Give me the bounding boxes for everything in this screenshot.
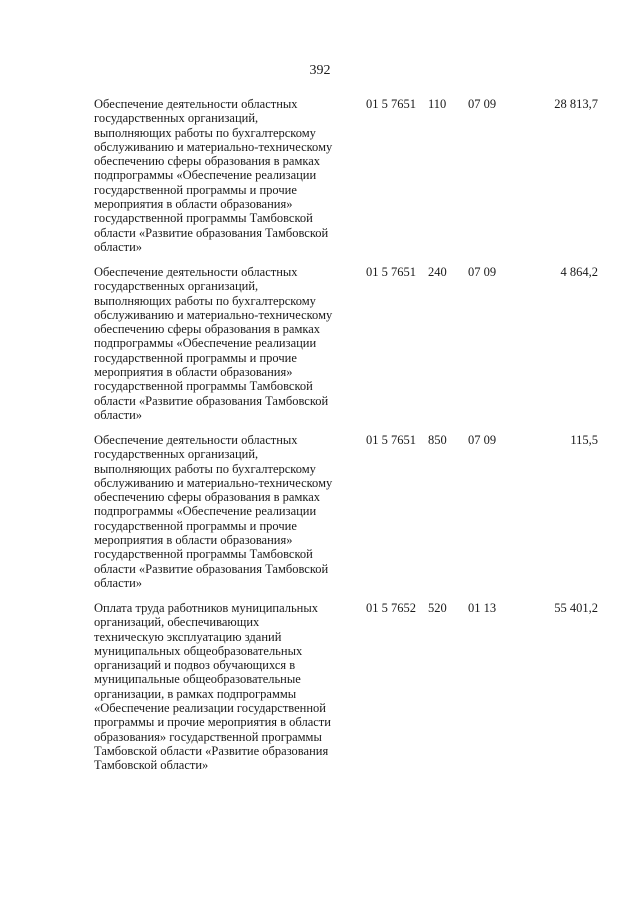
row-amount: 55 401,2 bbox=[554, 601, 598, 615]
row-description: Обеспечение деятельности областных государственных организаций, выполняющих работы по бухгалтерскому обслуживанию и материально-техническому обеспечению сферы образования в рамках подпрограммы «Обеспечение реализации государственной программы и прочие мероприятия в области образования» государственной программы Тамбовской области «Развитие образования Тамбовской области» bbox=[94, 265, 333, 422]
row-expense-type: 520 bbox=[428, 601, 447, 615]
row-description: Обеспечение деятельности областных государственных организаций, выполняющих работы по бухгалтерскому обслуживанию и материально-техническому обеспечению сферы образования в рамках подпрограммы «Обеспечение реализации государственной программы и прочие мероприятия в области образования» государственной программы Тамбовской области «Развитие образования Тамбовской области» bbox=[94, 433, 333, 590]
page-number: 392 bbox=[309, 63, 331, 78]
row-target-code: 01 5 7651 bbox=[366, 433, 416, 447]
row-expense-type: 240 bbox=[428, 265, 447, 279]
row-target-code: 01 5 7651 bbox=[366, 265, 416, 279]
row-description: Обеспечение деятельности областных государственных организаций, выполняющих работы по бухгалтерскому обслуживанию и материально-техническому обеспечению сферы образования в рамках подпрограммы «Обеспечение реализации государственной программы и прочие мероприятия в области образования» государственной программы Тамбовской области «Развитие образования Тамбовской области» bbox=[94, 97, 333, 254]
row-target-code: 01 5 7651 bbox=[366, 97, 416, 111]
row-amount: 4 864,2 bbox=[560, 265, 598, 279]
row-amount: 115,5 bbox=[570, 433, 598, 447]
row-amount: 28 813,7 bbox=[554, 97, 598, 111]
row-expense-type: 110 bbox=[428, 97, 447, 111]
row-section-code: 07 09 bbox=[468, 97, 497, 111]
row-section-code: 01 13 bbox=[468, 601, 497, 615]
row-expense-type: 850 bbox=[428, 433, 447, 447]
row-target-code: 01 5 7652 bbox=[366, 601, 416, 615]
row-description: Оплата труда работников муниципальных организаций, обеспечивающих техническую эксплуатацию зданий муниципальных общеобразовательных организаций и подвоз обучающихся в муниципальные общеобразовательные организации, в рамках подпрограммы «Обеспечение реализации государственной программы и прочие мероприятия в области образования» государственной программы Тамбовской области «Развитие образования Тамбовской области» bbox=[94, 601, 331, 773]
row-section-code: 07 09 bbox=[468, 433, 497, 447]
row-section-code: 07 09 bbox=[468, 265, 497, 279]
